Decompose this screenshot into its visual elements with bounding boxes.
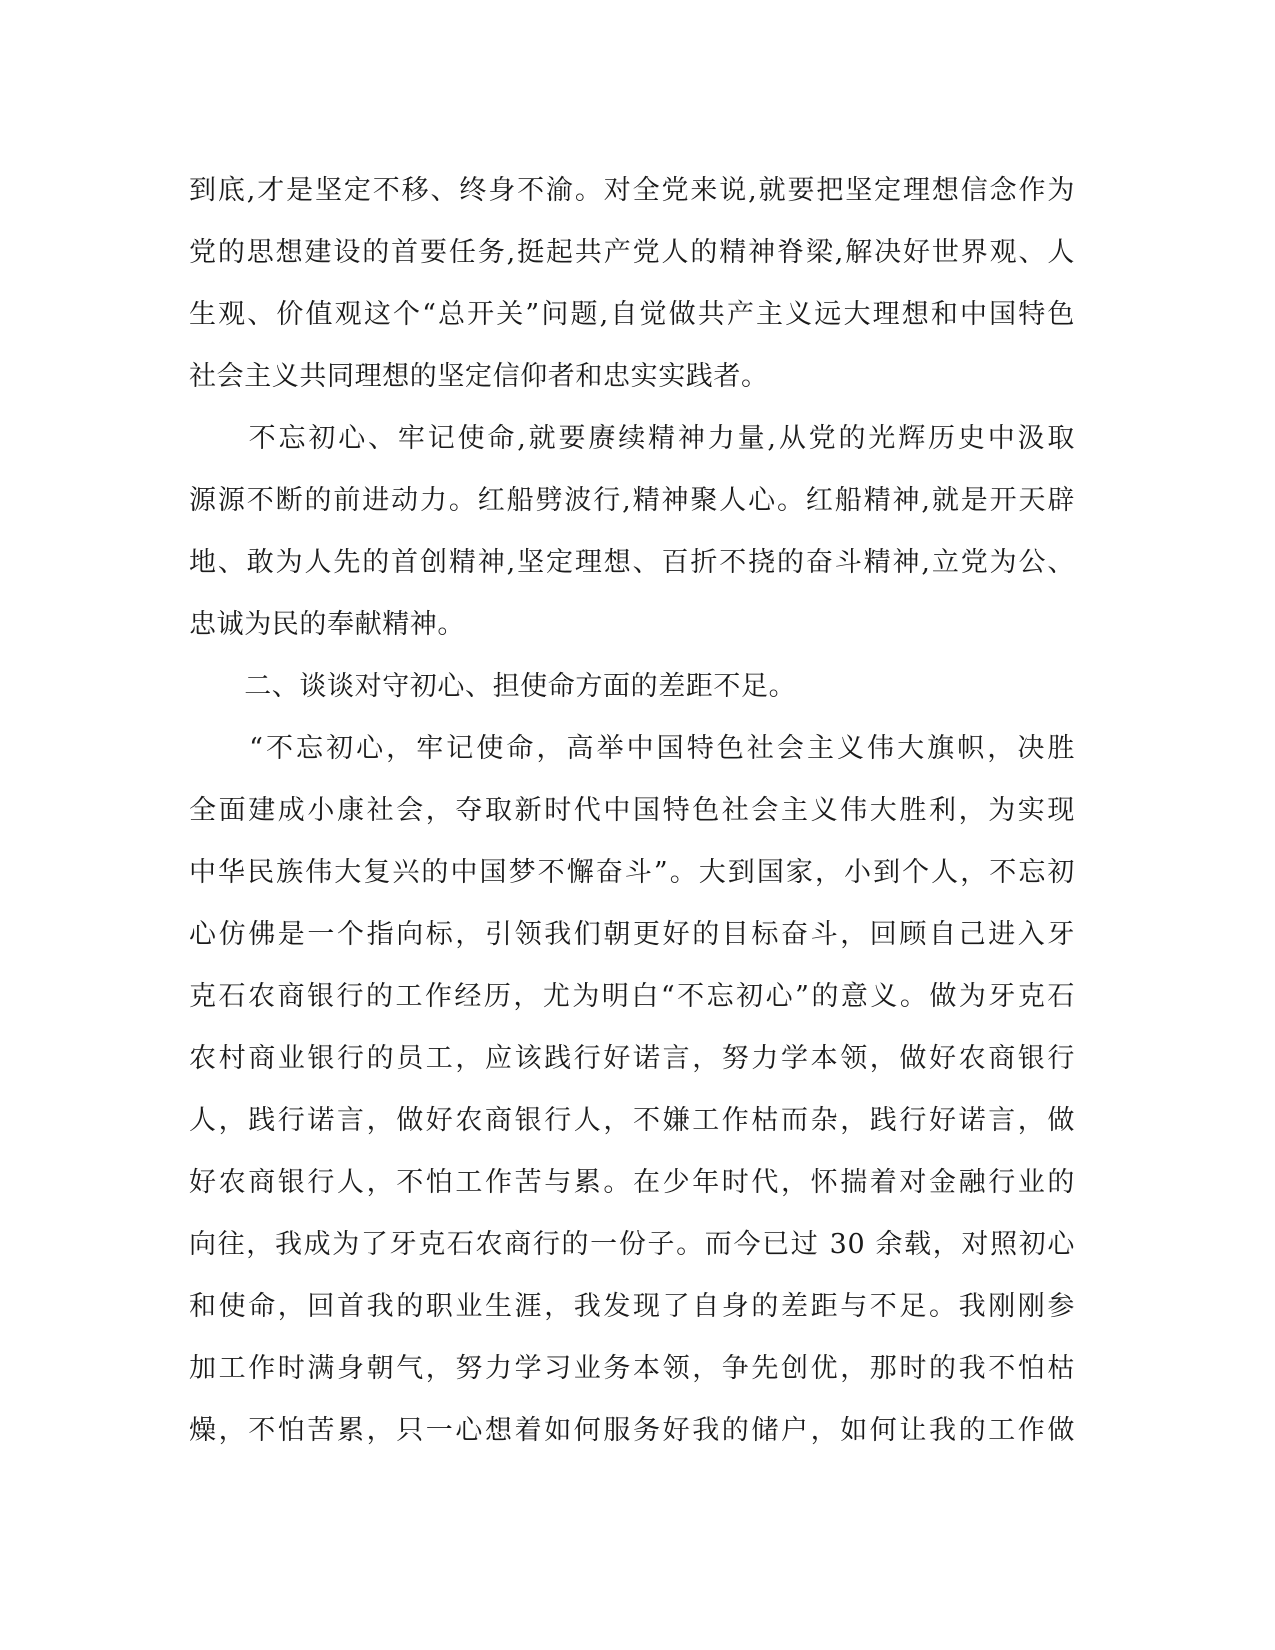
text-line: 忠诚为民的奉献精神。 [189,609,465,640]
text-line: 不忘初心、牢记使命,就要赓续精神力量,从党的光辉历史中汲取 [189,423,1075,454]
text-line: 到底,才是坚定不移、终身不渝。对全党来说,就要把坚定理想信念作为 [189,175,1075,206]
document-body [189,160,1075,1462]
text-line: 燥，不怕苦累，只一心想着如何服务好我的储户，如何让我的工作做 [189,1415,1075,1446]
text-line: 源源不断的前进动力。红船劈波行,精神聚人心。红船精神,就是开天辟 [189,485,1075,516]
text-line: 加工作时满身朝气，努力学习业务本领，争先创优，那时的我不怕枯 [189,1353,1075,1384]
text-line: 中华民族伟大复兴的中国梦不懈奋斗”。大到国家，小到个人，不忘初 [189,857,1075,888]
text-line: 向往，我成为了牙克石农商行的一份子。而今已过 30 余载，对照初心 [189,1229,1075,1260]
text-line: 农村商业银行的员工，应该践行好诺言，努力学本领，做好农商银行 [189,1043,1075,1074]
text-line: 人，践行诺言，做好农商银行人，不嫌工作枯而杂，践行好诺言，做 [189,1105,1075,1136]
text-line: 社会主义共同理想的坚定信仰者和忠实实践者。 [189,361,769,392]
text-line: 地、敢为人先的首创精神,坚定理想、百折不挠的奋斗精神,立党为公、 [189,547,1075,578]
text-line: 二、谈谈对守初心、担使命方面的差距不足。 [189,671,797,702]
text-line: 克石农商银行的工作经历，尤为明白“不忘初心”的意义。做为牙克石 [189,981,1075,1012]
text-line: 好农商银行人，不怕工作苦与累。在少年时代，怀揣着对金融行业的 [189,1167,1075,1198]
text-line: 党的思想建设的首要任务,挺起共产党人的精神脊梁,解决好世界观、人 [189,237,1075,268]
text-line: 生观、价值观这个“总开关”问题,自觉做共产主义远大理想和中国特色 [189,299,1075,330]
text-line: 全面建成小康社会，夺取新时代中国特色社会主义伟大胜利，为实现 [189,795,1075,826]
text-line: 和使命，回首我的职业生涯，我发现了自身的差距与不足。我刚刚参 [189,1291,1075,1322]
text-line: 心仿佛是一个指向标，引领我们朝更好的目标奋斗，回顾自己进入牙 [189,919,1075,950]
text-line: “不忘初心，牢记使命，高举中国特色社会主义伟大旗帜，决胜 [189,733,1075,764]
